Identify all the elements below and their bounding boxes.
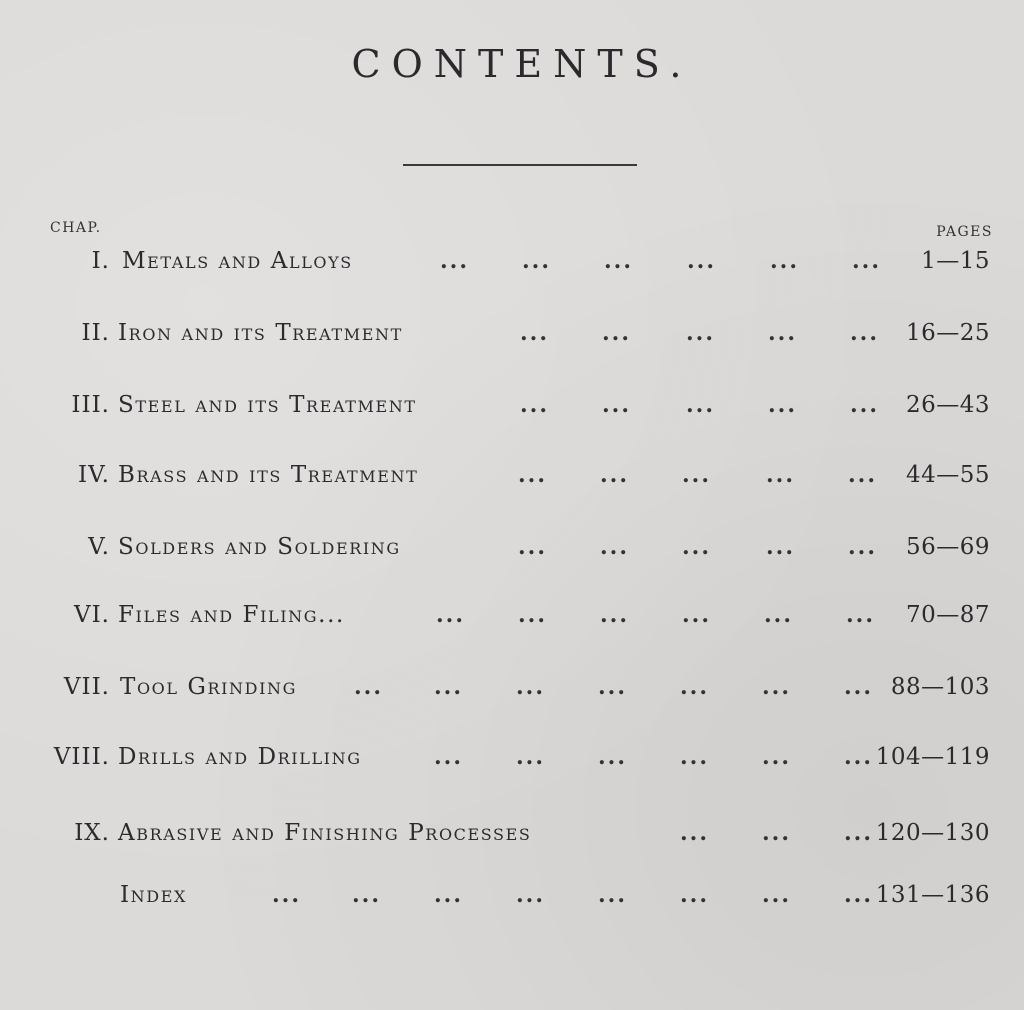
leader-dots: ... bbox=[436, 602, 465, 628]
page-title: CONTENTS. bbox=[351, 42, 693, 86]
leader-dots: ... bbox=[354, 674, 383, 700]
toc-entry-3 bbox=[0, 392, 1024, 426]
page-range: 26—43 bbox=[905, 392, 990, 418]
chapter-number: V. bbox=[88, 534, 110, 560]
leader-dots: ... bbox=[434, 674, 463, 700]
title-rule bbox=[403, 164, 637, 166]
page-range: 1—15 bbox=[921, 248, 990, 274]
leader-dots: ... bbox=[352, 882, 381, 908]
pages-column-header: PAGES bbox=[936, 224, 993, 240]
leader-dots: ... bbox=[848, 462, 877, 488]
leader-dots: ... bbox=[686, 392, 715, 418]
leader-dots: ... bbox=[852, 248, 881, 274]
chapter-column-header: CHAP. bbox=[50, 220, 102, 236]
chapter-title: Files and Filing... bbox=[118, 602, 345, 628]
chapter-number: VIII. bbox=[53, 744, 110, 770]
page-range: 16—25 bbox=[905, 320, 990, 346]
chapter-number: III. bbox=[71, 392, 110, 418]
leader-dots: ... bbox=[516, 674, 545, 700]
leader-dots: ... bbox=[434, 882, 463, 908]
leader-dots: ... bbox=[680, 820, 709, 846]
toc-entry-7 bbox=[0, 674, 1024, 708]
leader-dots: ... bbox=[844, 882, 873, 908]
chapter-number: II. bbox=[81, 320, 110, 346]
toc-entry-9 bbox=[0, 820, 1024, 854]
leader-dots: ... bbox=[600, 602, 629, 628]
toc-entry-4 bbox=[0, 462, 1024, 496]
leader-dots: ... bbox=[518, 602, 547, 628]
leader-dots: ... bbox=[516, 744, 545, 770]
page-range: 120—130 bbox=[875, 820, 990, 846]
leader-dots: ... bbox=[518, 462, 547, 488]
leader-dots: ... bbox=[516, 882, 545, 908]
toc-entry-index bbox=[0, 882, 1024, 916]
page-range: 104—119 bbox=[875, 744, 990, 770]
leader-dots: ... bbox=[844, 820, 873, 846]
leader-dots: ... bbox=[762, 674, 791, 700]
leader-dots: ... bbox=[680, 674, 709, 700]
leader-dots: ... bbox=[850, 320, 879, 346]
leader-dots: ... bbox=[682, 462, 711, 488]
toc-entry-1 bbox=[0, 248, 1024, 282]
leader-dots: ... bbox=[440, 248, 469, 274]
page-range: 56—69 bbox=[905, 534, 990, 560]
toc-entry-5 bbox=[0, 534, 1024, 568]
chapter-number: I. bbox=[91, 248, 110, 274]
leader-dots: ... bbox=[272, 882, 301, 908]
leader-dots: ... bbox=[768, 392, 797, 418]
leader-dots: ... bbox=[602, 392, 631, 418]
leader-dots: ... bbox=[762, 820, 791, 846]
leader-dots: ... bbox=[602, 320, 631, 346]
leader-dots: ... bbox=[762, 744, 791, 770]
leader-dots: ... bbox=[604, 248, 633, 274]
leader-dots: ... bbox=[600, 462, 629, 488]
leader-dots: ... bbox=[687, 248, 716, 274]
leader-dots: ... bbox=[764, 602, 793, 628]
chapter-number: IX. bbox=[74, 820, 110, 846]
page-range: 88—103 bbox=[890, 674, 990, 700]
leader-dots: ... bbox=[600, 534, 629, 560]
index-title: Index bbox=[120, 882, 187, 908]
chapter-number: VII. bbox=[63, 674, 110, 700]
leader-dots: ... bbox=[766, 534, 795, 560]
leader-dots: ... bbox=[598, 882, 627, 908]
leader-dots: ... bbox=[686, 320, 715, 346]
chapter-title: Brass and its Treatment bbox=[118, 462, 419, 488]
page-range: 70—87 bbox=[905, 602, 990, 628]
leader-dots: ... bbox=[844, 674, 873, 700]
leader-dots: ... bbox=[768, 320, 797, 346]
leader-dots: ... bbox=[844, 744, 873, 770]
chapter-number: IV. bbox=[78, 462, 110, 488]
leader-dots: ... bbox=[848, 534, 877, 560]
chapter-title: Solders and Soldering bbox=[118, 534, 401, 560]
leader-dots: ... bbox=[680, 882, 709, 908]
page-range: 131—136 bbox=[875, 882, 990, 908]
leader-dots: ... bbox=[850, 392, 879, 418]
leader-dots: ... bbox=[770, 248, 799, 274]
chapter-title: Steel and its Treatment bbox=[118, 392, 417, 418]
leader-dots: ... bbox=[522, 248, 551, 274]
chapter-title: Drills and Drilling bbox=[118, 744, 362, 770]
leader-dots: ... bbox=[518, 534, 547, 560]
leader-dots: ... bbox=[846, 602, 875, 628]
toc-entry-2 bbox=[0, 320, 1024, 354]
leader-dots: ... bbox=[682, 602, 711, 628]
toc-entry-6 bbox=[0, 602, 1024, 636]
chapter-title: Metals and Alloys bbox=[122, 248, 353, 274]
toc-entry-8 bbox=[0, 744, 1024, 778]
chapter-number: VI. bbox=[73, 602, 110, 628]
leader-dots: ... bbox=[520, 320, 549, 346]
leader-dots: ... bbox=[766, 462, 795, 488]
chapter-title: Tool Grinding bbox=[120, 674, 297, 700]
leader-dots: ... bbox=[682, 534, 711, 560]
leader-dots: ... bbox=[762, 882, 791, 908]
leader-dots: ... bbox=[520, 392, 549, 418]
leader-dots: ... bbox=[598, 674, 627, 700]
chapter-title: Abrasive and Finishing Processes bbox=[118, 820, 532, 846]
leader-dots: ... bbox=[680, 744, 709, 770]
leader-dots: ... bbox=[598, 744, 627, 770]
chapter-title: Iron and its Treatment bbox=[118, 320, 403, 346]
page-range: 44—55 bbox=[905, 462, 990, 488]
leader-dots: ... bbox=[434, 744, 463, 770]
